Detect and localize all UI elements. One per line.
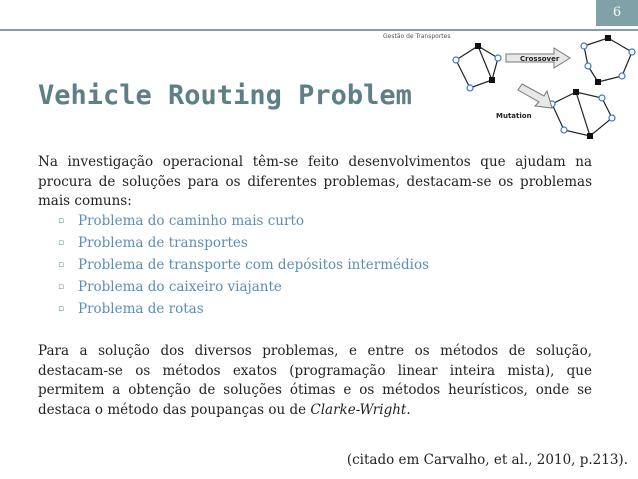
graph-node <box>629 49 635 55</box>
bullet-marker-icon: ▫ <box>58 304 65 314</box>
graph-node <box>599 95 605 101</box>
methods-paragraph-text: Para a solução dos diversos problemas, e entre os métodos de solução, destacam-se os métodos exatos (programação linear inteira mista), que permitem a obtenção de soluções ótimas e os métodos heurísticos, onde se destaca o método das poupanças ou de <box>38 343 592 418</box>
left-route-chord <box>478 46 492 80</box>
graph-node <box>561 127 567 133</box>
graph-node <box>467 85 473 91</box>
citation: (citado em Carvalho, et al., 2010, p.213). <box>346 452 628 468</box>
graph-node <box>585 63 591 69</box>
crossover-label: Crossover <box>520 55 560 63</box>
list-item <box>58 210 429 232</box>
bottom-route-chord <box>576 92 590 136</box>
graph-node <box>587 133 593 139</box>
clarke-wright-term: Clarke-Wright <box>310 401 407 418</box>
graph-node <box>489 77 495 83</box>
graph-node <box>495 55 501 61</box>
list-item-text: Problema de rotas <box>78 301 204 317</box>
problem-list <box>58 210 429 320</box>
header-label: Gestão de Transportes <box>383 33 451 40</box>
slide-title: Vehicle Routing Problem <box>38 80 412 111</box>
list-item-text: Problema do caminho mais curto <box>78 213 304 229</box>
mutation-arrow <box>518 84 552 108</box>
list-item-text: Problema de transportes <box>78 235 248 251</box>
intro-paragraph: Na investigação operacional têm-se feito desenvolvimentos que ajudam na procura de soluções para os diferentes problemas, destacam-se os problemas mais comuns: <box>38 154 592 209</box>
mutation-label: Mutation <box>496 112 532 120</box>
list-item <box>58 298 429 320</box>
graph-node <box>475 43 481 49</box>
bullet-marker-icon: ▫ <box>58 238 65 248</box>
graph-node <box>453 57 459 63</box>
list-item-text: Problema do caixeiro viajante <box>78 279 282 295</box>
graph-node <box>605 35 611 41</box>
graph-node <box>573 89 579 95</box>
list-item <box>58 276 429 298</box>
bullet-marker-icon: ▫ <box>58 282 65 292</box>
list-item <box>58 254 429 276</box>
graph-node <box>595 79 601 85</box>
methods-paragraph-end: . <box>406 401 411 418</box>
bullet-marker-icon: ▫ <box>58 216 65 226</box>
list-item-text: Problema de transporte com depósitos intermédios <box>78 257 430 273</box>
list-item <box>58 232 429 254</box>
top-rule <box>0 29 638 31</box>
page-number: 6 <box>596 0 638 26</box>
graph-node <box>609 115 615 121</box>
bullet-marker-icon: ▫ <box>58 260 65 270</box>
graph-node <box>581 43 587 49</box>
genetic-algorithm-diagram <box>452 32 638 144</box>
methods-paragraph <box>38 342 592 420</box>
graph-node <box>619 73 625 79</box>
